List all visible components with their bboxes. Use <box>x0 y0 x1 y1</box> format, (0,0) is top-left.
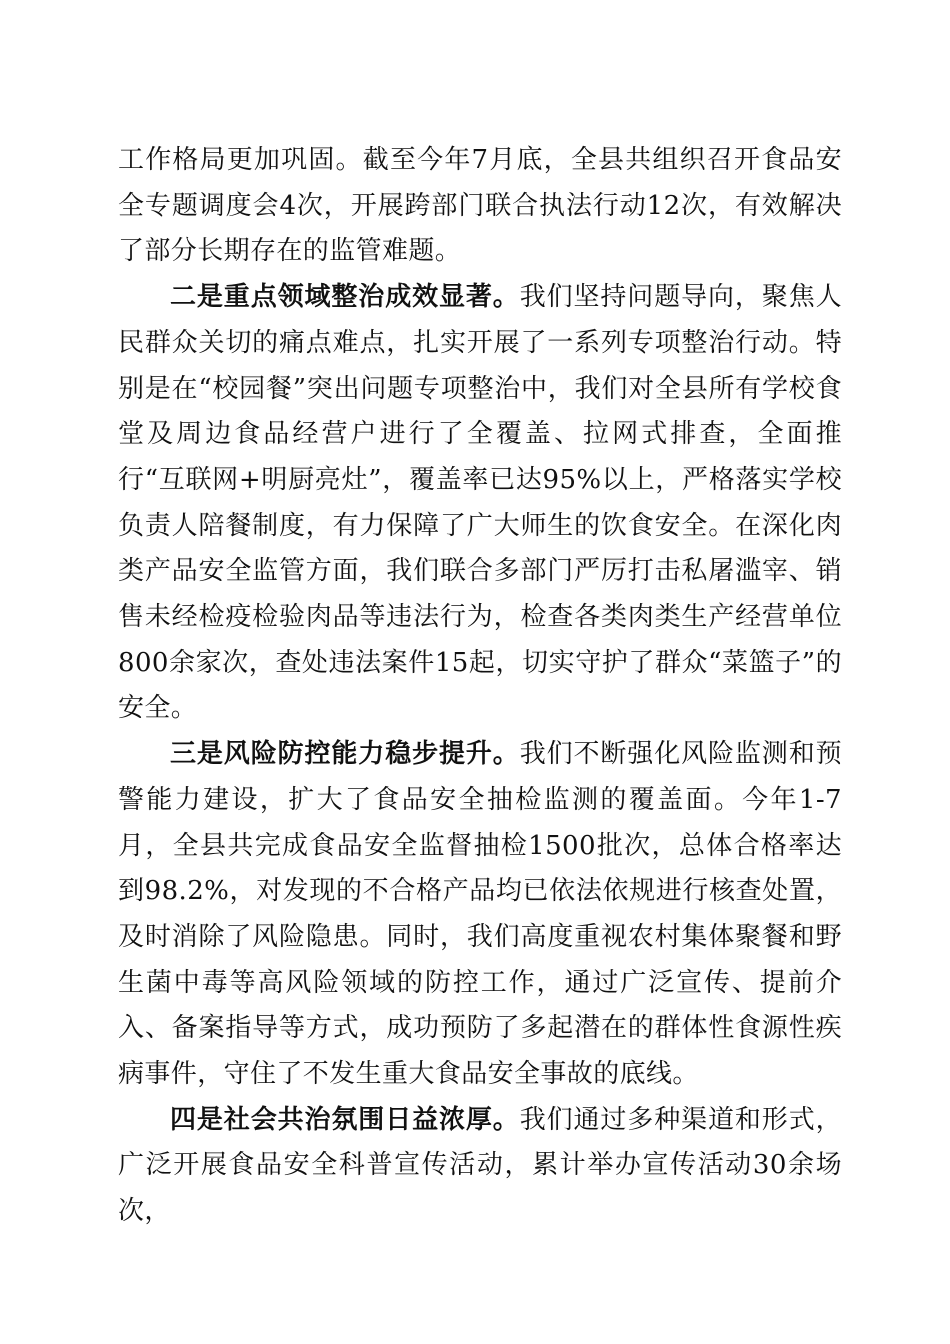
paragraph-continuation <box>118 138 842 275</box>
paragraph-text: 我们不断强化风险监测和预警能力建设，扩大了食品安全抽检监测的覆盖面。今年1-7月，全县共完成食品安全监督抽检1500批次，总体合格率达到98.2%，对发现的不合格产品均已依法依规进行核查处置，及时消除了风险隐患。同时，我们高度重视农村集体聚餐和野生菌中毒等高风险领域的防控工作，通过广泛宣传、提前介入、备案指导等方式，成功预防了多起潜在的群体性食源性疾病事件，守住了不发生重大食品安全事故的底线。 <box>118 739 842 1090</box>
paragraph-social-governance <box>118 1098 842 1235</box>
paragraph-heading: 二是重点领域整治成效显著。 <box>170 282 520 313</box>
document-body <box>118 138 842 1235</box>
paragraph-risk-prevention <box>118 732 842 1098</box>
paragraph-heading: 四是社会共治氛围日益浓厚。 <box>170 1104 520 1135</box>
paragraph-key-area-rectification <box>118 275 842 732</box>
paragraph-text: 工作格局更加巩固。截至今年7月底，全县共组织召开食品安全专题调度会4次，开展跨部门联合执法行动12次，有效解决了部分长期存在的监管难题。 <box>118 145 842 267</box>
paragraph-text: 我们坚持问题导向，聚焦人民群众关切的痛点难点，扎实开展了一系列专项整治行动。特别是在“校园餐”突出问题专项整治中，我们对全县所有学校食堂及周边食品经营户进行了全覆盖、拉网式排查，全面推行“互联网+明厨亮灶”，覆盖率已达95%以上，严格落实学校负责人陪餐制度，有力保障了广大师生的饮食安全。在深化肉类产品安全监管方面，我们联合多部门严厉打击私屠滥宰、销售未经检疫检验肉品等违法行为，检查各类肉类生产经营单位800余家次，查处违法案件15起，切实守护了群众“菜篮子”的安全。 <box>118 282 842 724</box>
paragraph-text: 我们通过多种渠道和形式，广泛开展食品安全科普宣传活动，累计举办宣传活动30余场次， <box>118 1104 842 1227</box>
paragraph-heading: 三是风险防控能力稳步提升。 <box>170 739 520 770</box>
